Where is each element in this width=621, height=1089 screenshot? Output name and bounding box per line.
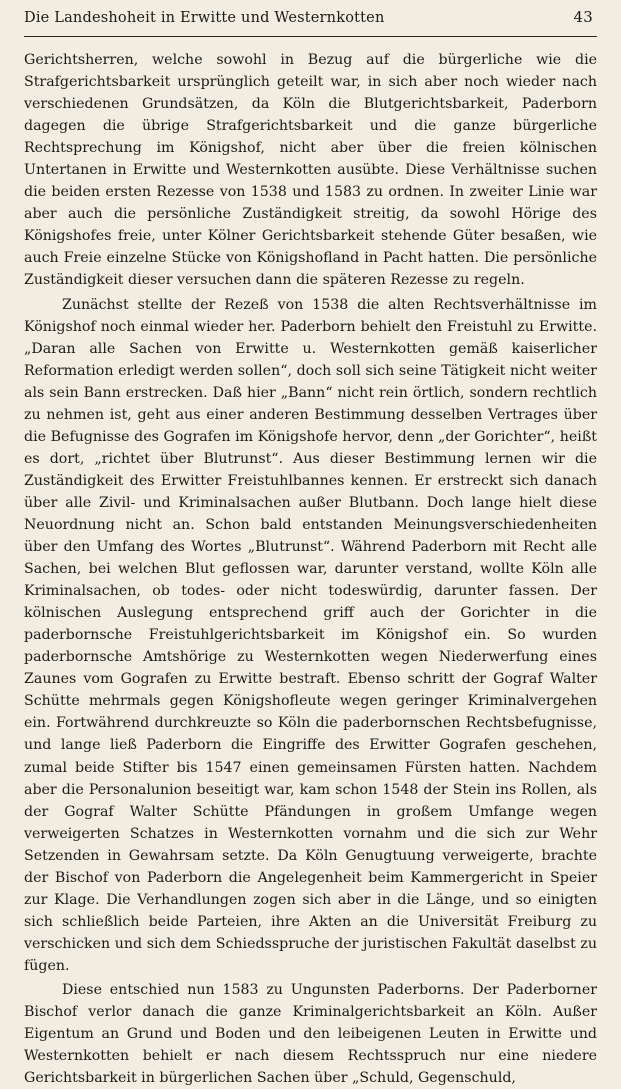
body-text (24, 49, 597, 1089)
header-rule (24, 36, 597, 37)
paragraph-2: Zunächst stellte der Rezeß von 1538 die alten Rechtsverhältnisse im Königshof noch einmal wieder her. Paderborn behielt den Freistuhl zu Erwitte. „Daran alle Sachen von Erwitte u. Westernkotten gemäß kaiserlicher Reformation erledigt werden sollen“, doch soll sich seine Tätigkeit nicht weiter als sein Bann erstrecken. Daß hier „Bann“ nicht rein örtlich, sondern rechtlich zu nehmen ist, geht aus einer anderen Bestimmung desselben Vertrages über die Befugnisse des Gografen im Königshofe hervor, denn „der Gorichter“, heißt es dort, „richtet über Blutrunst“. Aus dieser Bestimmung lernen wir die Zuständigkeit des Erwitter Freistuhlbannes kennen. Er erstreckt sich danach über alle Zivil- und Kriminalsachen außer Blutbann. Doch lange hielt diese Neuordnung nicht an. Schon bald entstanden Meinungsverschiedenheiten über den Umfang des Wortes „Blutrunst“. Während Paderborn mit Recht alle Sachen, bei welchen Blut geflossen war, darunter verstand, wollte Köln alle Kriminalsachen, ob todes- oder nicht todeswürdig, darunter fassen. Der kölnischen Auslegung entsprechend griff auch der Gorichter in die paderbornsche Freistuhlgerichtsbarkeit im Königshof ein. So wurden paderbornsche Amtshörige zu Westernkotten wegen Niederwerfung eines Zaunes vom Gografen zu Erwitte bestraft. Ebenso schritt der Gograf Walter Schütte mehrmals gegen Königshofleute wegen geringer Kriminalvergehen ein. Fortwährend durchkreuzte so Köln die paderbornschen Rechtsbefugnisse, und lange ließ Paderborn die Eingriffe des Erwitter Gografen geschehen, zumal beide Stifter bis 1547 einen gemeinsamen Fürsten hatten. Nachdem aber die Personalunion beseitigt war, kam schon 1548 der Stein ins Rollen, als der Gograf Walter Schütte Pfändungen in großem Umfange wegen verweigerten Schatzes in Westernkotten vornahm und die sich zur Wehr Setzenden in Gewahrsam setzte. Da Köln Genugtuung verweigerte, brachte der Bischof von Paderborn die Angelegenheit beim Kammergericht in Speier zur Klage. Die Verhandlungen zogen sich aber in die Länge, und so einigten sich schließlich beide Parteien, ihre Akten an die Universität Freiburg zu verschicken und sich dem Schiedsspruche der juristischen Fakultät daselbst zu fügen. (24, 296, 597, 974)
paragraph-3: Diese entschied nun 1583 zu Ungunsten Paderborns. Der Paderborner Bischof verlor danach die ganze Kriminalgerichtsbarkeit an Köln. Außer Eigentum an Grund und Boden und den leibeigenen Leuten in Erwitte und Westernkotten behielt er nach diesem Rechtsspruch nur eine niedere Gerichtsbarkeit in bürgerlichen Sachen über „Schuld, Gegenschuld, (24, 981, 597, 1087)
running-title: Die Landeshoheit in Erwitte und Westernkotten (24, 10, 385, 26)
running-head (24, 8, 597, 32)
page-number: 43 (573, 8, 593, 26)
paragraph-1: Gerichtsherren, welche sowohl in Bezug auf die bürgerliche wie die Strafgerichtsbarkeit ursprünglich geteilt war, in sich aber noch wieder nach verschiedenen Grundsätzen, da Köln die Blutgerichtsbarkeit, Paderborn dagegen die übrige Strafgerichtsbarkeit und die ganze bürgerliche Rechtsprechung im Königshof, nicht aber über die freien kölnischen Untertanen in Erwitte und Westernkotten ausübte. Diese Verhältnisse suchen die beiden ersten Rezesse von 1538 und 1583 zu ordnen. In zweiter Linie war aber auch die persönliche Zuständigkeit streitig, da sowohl Hörige des Königshofes freie, unter Kölner Gerichtsbarkeit stehende Güter besaßen, wie auch Freie einzelne Stücke von Königshofland in Pacht hatten. Die persönliche Zuständigkeit dieser versuchen dann die späteren Rezesse zu regeln. (24, 52, 597, 289)
